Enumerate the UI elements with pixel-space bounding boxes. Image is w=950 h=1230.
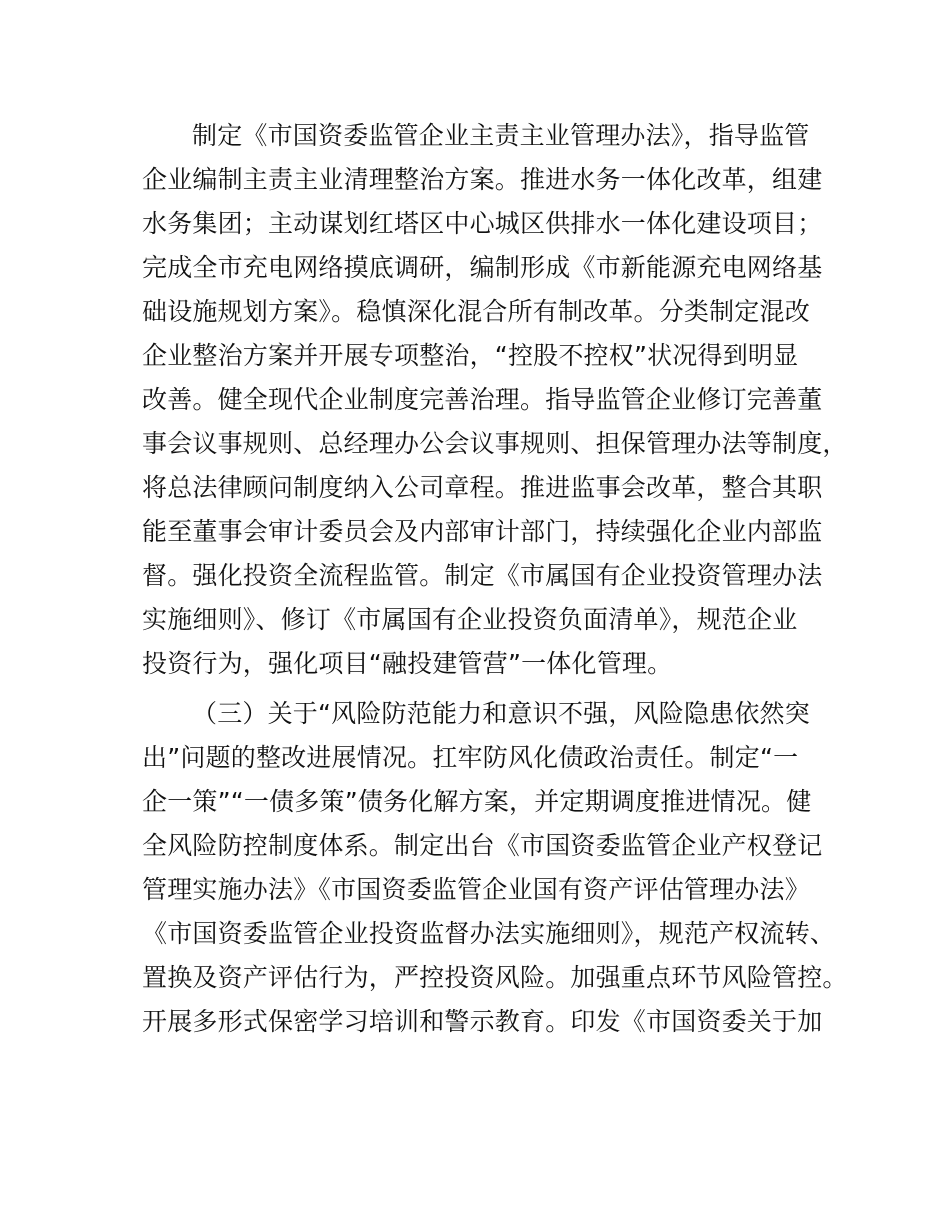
text-line: 出”问题的整改进展情况。扛牢防风化债政治责任。制定“一 xyxy=(142,743,799,772)
text-line: 事会议事规则、总经理办公会议事规则、担保管理办法等制度， xyxy=(142,429,848,458)
text-line: 实施细则》、修订《市属国有企业投资负面清单》，规范企业 xyxy=(142,605,798,634)
text-line: 水务集团；主动谋划红塔区中心城区供排水一体化建设项目； xyxy=(142,209,823,238)
text-line: 制定《市国资委监管企业主责主业管理办法》，指导监管 xyxy=(192,121,810,150)
text-line: 《市国资委监管企业投资监督办法实施细则》，规范产权流转、 xyxy=(142,919,836,948)
text-line: 全风险防控制度体系。制定出台《市国资委监管企业产权登记 xyxy=(142,831,823,860)
text-line: 投资行为，强化项目“融投建管营”一体化管理。 xyxy=(142,649,673,678)
text-line: （三）关于“风险防范能力和意识不强，风险隐患依然突 xyxy=(192,699,810,728)
text-line: 改善。健全现代企业制度完善治理。指导监管企业修订完善董 xyxy=(142,385,823,414)
text-line: 企业编制主责主业清理整治方案。推进水务一体化改革，组建 xyxy=(142,165,823,194)
text-line: 督。强化投资全流程监管。制定《市属国有企业投资管理办法 xyxy=(142,561,823,590)
text-line: 能至董事会审计委员会及内部审计部门，持续强化企业内部监 xyxy=(142,517,823,546)
text-line: 开展多形式保密学习培训和警示教育。印发《市国资委关于加 xyxy=(142,1007,823,1036)
text-line: 企一策”“一债多策”债务化解方案，并定期调度推进情况。健 xyxy=(142,787,812,816)
text-line: 将总法律顾问制度纳入公司章程。推进监事会改革，整合其职 xyxy=(142,473,823,502)
text-line: 础设施规划方案》。稳慎深化混合所有制改革。分类制定混改 xyxy=(142,297,810,326)
text-line: 管理实施办法》《市国资委监管企业国有资产评估管理办法》 xyxy=(142,875,810,904)
text-line: 完成全市充电网络摸底调研，编制形成《市新能源充电网络基 xyxy=(142,253,823,282)
text-line: 置换及资产评估行为，严控投资风险。加强重点环节风险管控。 xyxy=(142,963,848,992)
text-line: 企业整治方案并开展专项整治，“控股不控权”状况得到明显 xyxy=(142,341,799,370)
